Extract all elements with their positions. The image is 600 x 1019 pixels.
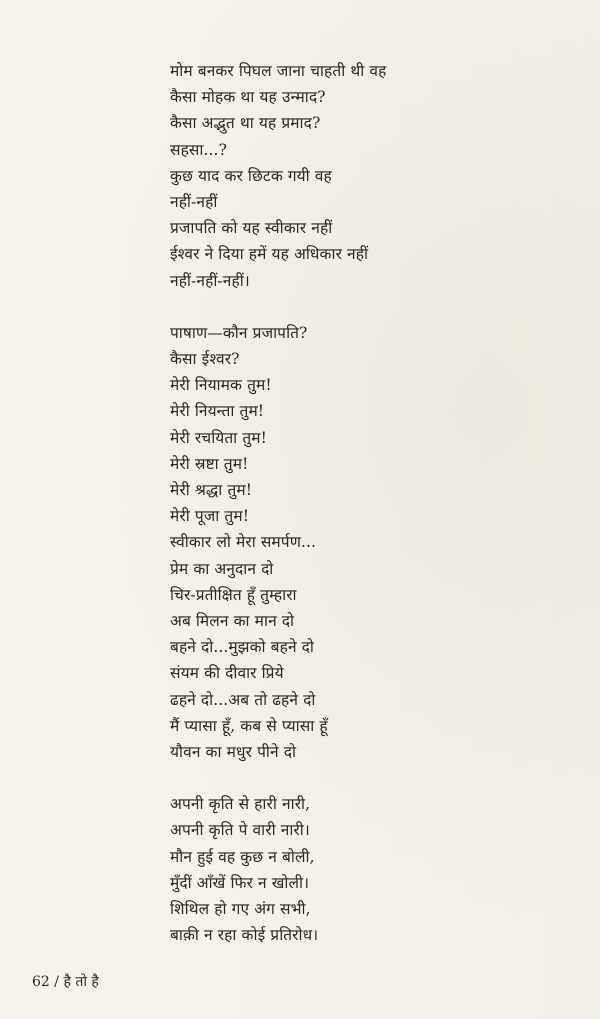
poem-line: कैसा अद्भुत था यह प्रमाद? [170, 114, 321, 133]
poem-line: कुछ याद कर छिटक गयी वह [170, 166, 332, 185]
poem-line: अपनी कृति पे वारी नारी। [170, 821, 310, 840]
poem-line: स्वीकार लो मेरा समर्पण... [170, 533, 317, 552]
page-footer [32, 972, 99, 992]
poem-line: शिथिल हो गए अंग सभी, [170, 900, 311, 919]
stanza-gap [170, 294, 550, 320]
poem-line: मेरी श्रद्धा तुम! [170, 481, 253, 500]
poem-line: प्रेम का अनुदान दो [170, 559, 274, 578]
poem-line: कैसा मोहक था यह उन्माद? [170, 88, 326, 107]
poem-line: सहसा...? [170, 140, 227, 159]
stanza-gap [170, 765, 550, 791]
poem-line: मौन हुई वह कुछ न बोली, [170, 847, 315, 866]
poem-line: अब मिलन का मान दो [170, 612, 295, 631]
poem-body [170, 58, 550, 949]
poem-line: मोम बनकर पिघल जाना चाहती थी वह [170, 62, 387, 80]
poem-line: चिर-प्रतीक्षित हूँ तुम्हारा [170, 585, 297, 604]
poem-line: मैं प्यासा हूँ, कब से प्यासा हूँ [170, 716, 328, 735]
poem-line: कैसा ईश्वर? [170, 350, 240, 369]
poem-line: मेरी नियामक तुम! [170, 376, 272, 395]
poem-line: नहीं-नहीं-नहीं। [170, 271, 250, 290]
poem-line: प्रजापति को यह स्वीकार नहीं [170, 219, 333, 238]
page-number: 62 [32, 974, 50, 990]
poem-line: मेरी रचयिता तुम! [170, 428, 267, 447]
poem-line: मेरी नियन्ता तुम! [170, 402, 265, 421]
poem-line: पाषाण—कौन प्रजापति? [170, 323, 308, 342]
stanza-3 [170, 791, 550, 948]
poem-line: यौवन का मधुर पीने दो [170, 743, 297, 762]
poem-line: मेरी पूजा तुम! [170, 507, 250, 526]
stanza-1 [170, 58, 550, 294]
stanza-2 [170, 320, 550, 765]
poem-line: संयम की दीवार प्रिये [170, 664, 284, 683]
poem-line: नहीं-नहीं [170, 193, 218, 212]
poem-line: बहने दो...मुझको बहने दो [170, 638, 315, 657]
book-title: है तो है [63, 974, 99, 990]
poem-line: अपनी कृति से हारी नारी, [170, 795, 311, 814]
poem-line: ढहने दो...अब तो ढहने दो [170, 690, 316, 709]
poem-line: ईश्वर ने दिया हमें यह अधिकार नहीं [170, 245, 369, 264]
poem-line: बाक़ी न रहा कोई प्रतिरोध। [170, 926, 319, 945]
poem-line: मुँदीं आँखें फिर न खोली। [170, 873, 310, 892]
poem-line: मेरी स्रष्टा तुम! [170, 454, 249, 473]
footer-separator: / [54, 974, 59, 990]
